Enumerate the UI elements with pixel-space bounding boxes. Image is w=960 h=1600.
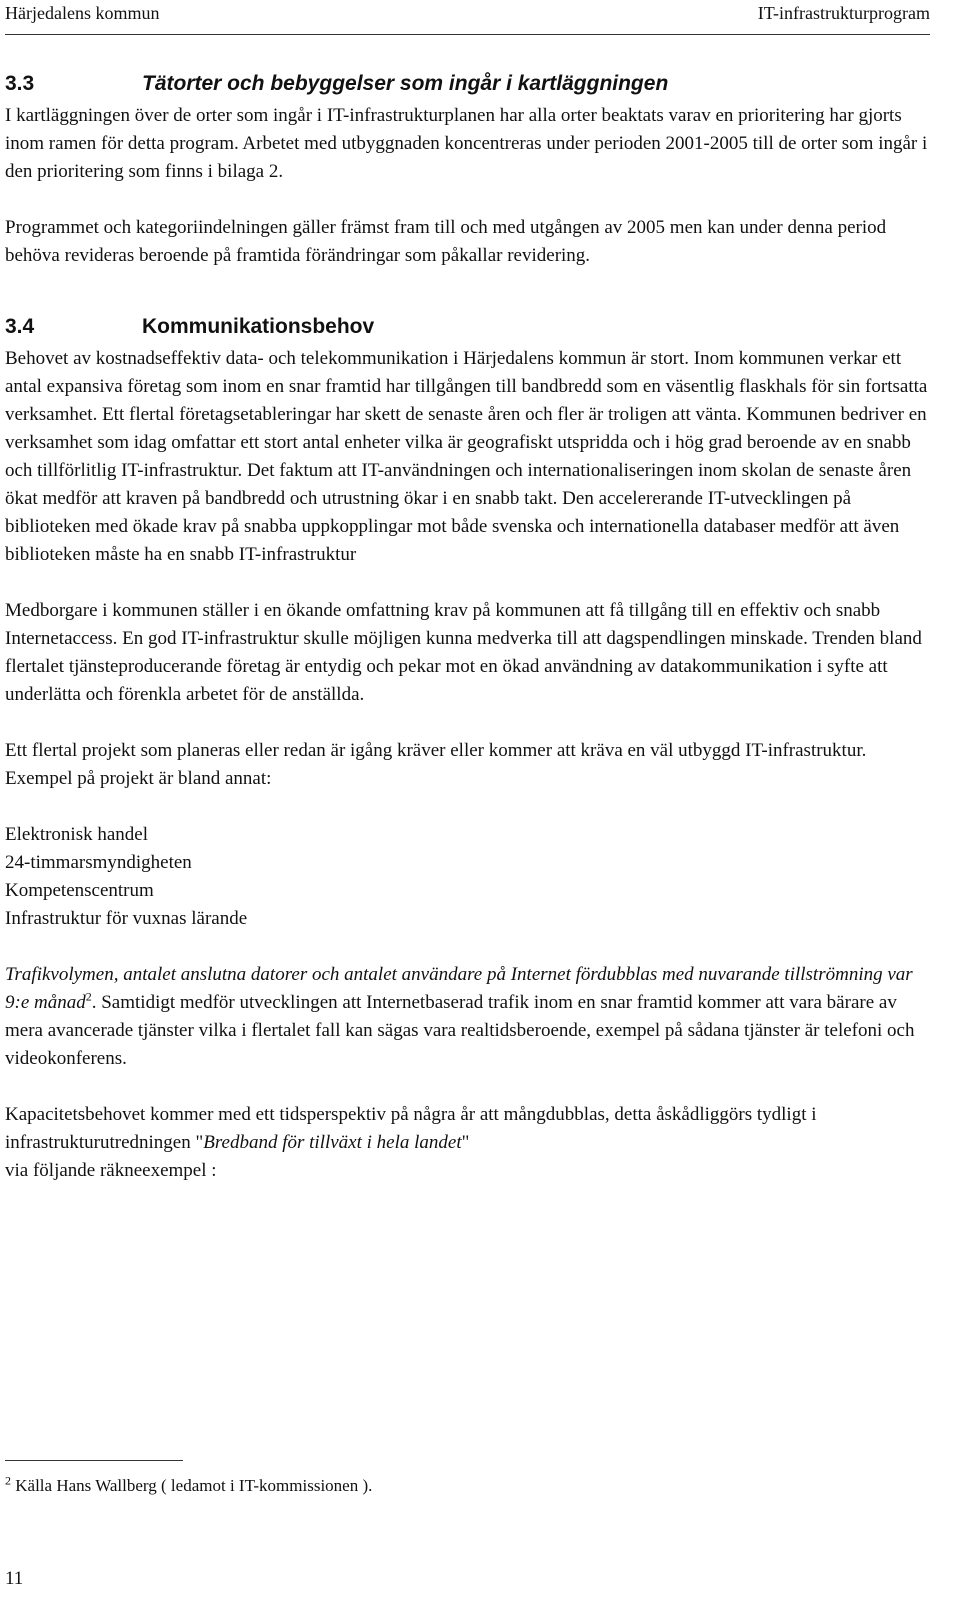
paragraph-5-last-line: via följande räkneexempel : — [5, 1160, 217, 1181]
paragraph-4-rest: . Samtidigt medför utvecklingen att Internetbaserad trafik inom en snar framtid kommer att vara bärare av mera avancerade tjänster vilka i flertalet fall kan sägas vara realtidsberoende, exempel på sådana tjänster är telefoni och videokonferens. — [5, 992, 915, 1069]
footnote — [5, 1474, 372, 1498]
header-municipality: Härjedalens kommun — [5, 3, 160, 23]
footnote-reference: 2 — [85, 989, 92, 1004]
section-3-3-heading — [5, 72, 935, 102]
section-3-4-paragraph-5 — [5, 1101, 935, 1185]
footnote-number: 2 — [5, 1473, 11, 1488]
project-list-item: Infrastruktur för vuxnas lärande — [5, 908, 248, 929]
header-document-title: IT-infrastrukturprogram — [757, 3, 930, 23]
project-list — [5, 821, 935, 933]
section-3-4-paragraph-3: Ett flertal projekt som planeras eller redan är igång kräver eller kommer att kräva en väl utbyggd IT-infrastruktur. Exempel på projekt är bland annat: — [5, 740, 867, 789]
section-3-4-title: Kommunikationsbehov — [142, 315, 375, 338]
paragraph-5-end: " — [461, 1132, 470, 1153]
project-list-item: Kompetenscentrum — [5, 880, 154, 901]
section-3-4-heading — [5, 315, 935, 345]
footnote-text: Källa Hans Wallberg ( ledamot i IT-kommissionen ). — [11, 1476, 373, 1495]
page-header — [5, 0, 930, 35]
page-content — [5, 72, 935, 1185]
section-3-3-paragraph-1: I kartläggningen över de orter som ingår i IT-infrastrukturplanen har alla orter beaktats varav en prioritering har gjorts inom ramen för detta program. Arbetet med utbyggnaden koncentreras under perioden 2001-2005 till de orter som ingår i den prioritering som finns i bilaga 2. — [5, 105, 928, 182]
section-3-4-paragraph-1: Behovet av kostnadseffektiv data- och telekommunikation i Härjedalens kommun är stort. Inom kommunen verkar ett antal expansiva företag som inom en snar framtid har tillgången till bandbredd som en väsentlig flaskhals för sin fortsatta verksamhet. Ett flertal företagsetableringar har skett de senaste åren och fler är troligen att vänta. Kommunen bedriver en verksamhet som idag omfattar ett stort antal enheter vilka är geografiskt utspridda och i hög grad beroende av en snabb och tillförlitlig IT-infrastruktur. Det faktum att IT-användningen och internationaliseringen inom skolan de senaste åren ökat medför att kraven på bandbredd och utrustning ökar i en snabb takt. Den accelererande IT-utvecklingen på biblioteken med ökade krav på snabba uppkopplingar mot både svenska och internationella databaser medför att även biblioteken måste ha en snabb IT-infrastruktur — [5, 348, 928, 565]
project-list-item: 24-timmarsmyndigheten — [5, 852, 192, 873]
footnote-divider — [5, 1460, 183, 1461]
section-3-4-paragraph-4 — [5, 961, 935, 1073]
paragraph-5-start: Kapacitetsbehovet kommer med ett tidsperspektiv på några år att mångdubblas, detta åskådliggörs tydligt i infrastrukturutredningen " — [5, 1104, 817, 1153]
section-3-4-paragraph-2: Medborgare i kommunen ställer i en ökande omfattning krav på kommunen att få tillgång till en effektiv och snabb Internetaccess. En god IT-infrastruktur skulle möjligen kunna medverka till att dagspendlingen minskade. Trenden bland flertalet tjänsteproducerande företag är entydig och pekar mot en ökad användning av datakommunikation i syfte att underlätta och förenkla arbetet för de anställda. — [5, 600, 922, 705]
page-number: 11 — [5, 1568, 24, 1589]
project-list-item: Elektronisk handel — [5, 824, 148, 845]
section-3-4-number: 3.4 — [5, 315, 35, 338]
traffic-volume-quote: Trafikvolymen, antalet anslutna datorer och antalet användare på Internet fördubblas med nuvarande tillströmning var 9:e månad — [5, 964, 913, 1013]
section-3-3-title: Tätorter och bebyggelser som ingår i kartläggningen — [142, 72, 669, 95]
report-title: Bredband för tillväxt i hela landet — [203, 1132, 462, 1153]
section-3-3-paragraph-2: Programmet och kategoriindelningen gäller främst fram till och med utgången av 2005 men kan under denna period behöva revideras beroende på framtida förändringar som påkallar revidering. — [5, 217, 887, 266]
section-3-3-number: 3.3 — [5, 72, 35, 95]
